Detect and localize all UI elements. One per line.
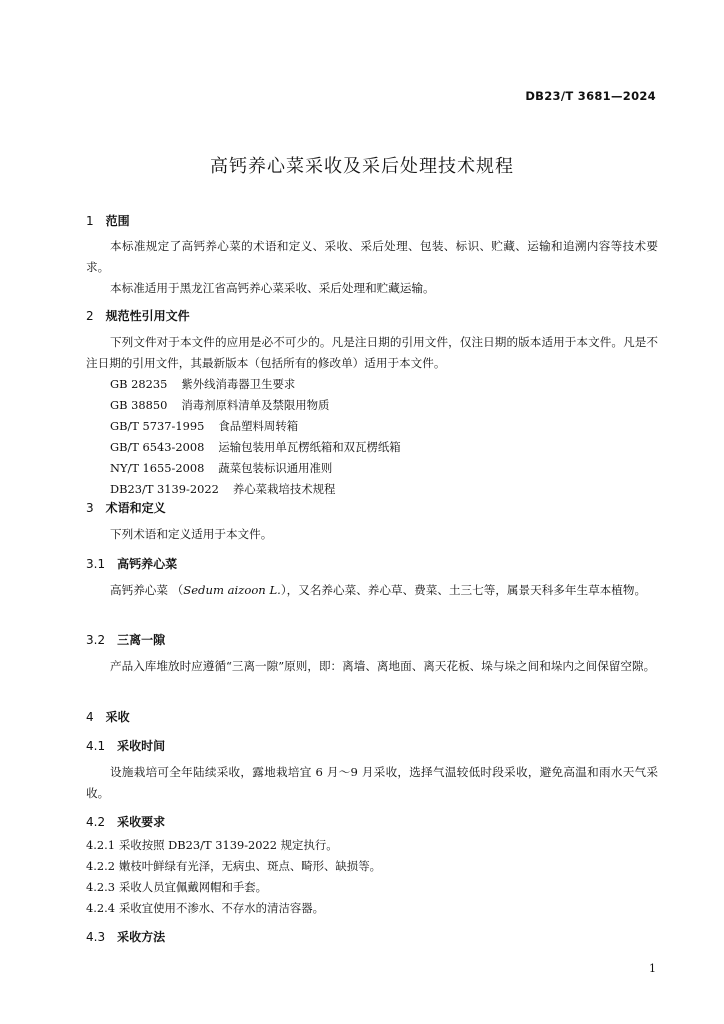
reference-code: GB/T 5737-1995: [110, 419, 205, 433]
definition-paragraph: 产品入库堆放时应遵循“三离一隙”原则，即：离墙、离地面、离天花板、垛与垛之间和垛内之间保留空隙。: [110, 659, 656, 673]
item-number: 4.2.3: [86, 880, 115, 894]
section-number: 4: [86, 710, 94, 724]
section-2-intro: 下列文件对于本文件的应用是必不可少的。凡是注日期的引用文件，仅注日期的版本适用于本文件。凡是不注日期的引用文件，其最新版本（包括所有的修改单）适用于本文件。: [86, 335, 658, 370]
reference-item: [110, 376, 295, 392]
reference-item: [110, 397, 329, 413]
item-text: 嫩枝叶鲜绿有光泽，无病虫、斑点、畸形、缺损等。: [118, 859, 381, 873]
section-2-heading: [86, 307, 190, 324]
definition-paragraph: [86, 580, 658, 601]
reference-item: [110, 481, 335, 497]
section-title: 术语和定义: [105, 501, 166, 515]
subsection-3-2-heading: [86, 631, 165, 648]
reference-item: [110, 418, 298, 434]
reference-code: NY/T 1655-2008: [110, 461, 205, 475]
reference-name: 养心菜栽培技术规程: [232, 482, 336, 496]
document-title: 高钙养心菜采收及采后处理技术规程: [210, 156, 514, 177]
page-number: 1: [649, 962, 656, 975]
section-3-intro: 下列术语和定义适用于本文件。: [110, 527, 273, 541]
subsection-number: 3.2: [86, 633, 106, 647]
section-4-heading: [86, 708, 130, 725]
requirement-item: [86, 858, 381, 874]
subsection-number: 4.3: [86, 930, 106, 944]
reference-item: [110, 460, 332, 476]
item-number: 4.2.2: [86, 859, 115, 873]
subsection-number: 4.1: [86, 739, 106, 753]
section-title: 范围: [105, 214, 130, 228]
subsection-title: 采收方法: [117, 930, 166, 944]
requirement-item: [86, 837, 338, 853]
subsection-title: 采收要求: [117, 815, 166, 829]
subsection-number: 3.1: [86, 557, 106, 571]
item-text: 采收宜使用不渗水、不存水的清洁容器。: [118, 901, 325, 915]
item-number: 4.2.1: [86, 838, 115, 852]
reference-code: GB/T 6543-2008: [110, 440, 205, 454]
section-1-paragraph-1: 本标准规定了高钙养心菜的术语和定义、采收、采后处理、包装、标识、贮藏、运输和追溯内容等技术要求。: [86, 239, 658, 274]
subsection-title: 三离一隙: [117, 633, 166, 647]
harvest-time-paragraph: 设施栽培可全年陆续采收，露地栽培宜 6 月～9 月采收，选择气温较低时段采收，避免高温和雨水天气采收。: [86, 765, 658, 800]
item-text: 采收人员宜佩戴网帽和手套。: [118, 880, 268, 894]
requirement-item: [86, 879, 267, 895]
document-code: DB23/T 3681—2024: [525, 89, 656, 103]
section-number: 2: [86, 309, 94, 323]
section-title: 规范性引用文件: [105, 309, 190, 323]
reference-code: GB 38850: [110, 398, 168, 412]
subsection-4-2-heading: [86, 813, 165, 830]
section-3-heading: [86, 499, 166, 516]
section-1-paragraph-2: 本标准适用于黑龙江省高钙养心菜采收、采后处理和贮藏运输。: [110, 281, 435, 295]
reference-name: 蔬菜包装标识通用准则: [218, 461, 333, 475]
definition-text-end: ），又名养心菜、养心草、费菜、土三七等，属景天科多年生草本植物。: [280, 583, 647, 597]
requirement-item: [86, 900, 324, 916]
subsection-4-3-heading: [86, 928, 165, 945]
reference-name: 消毒剂原料清单及禁限用物质: [181, 398, 330, 412]
definition-text-start: 高钙养心菜 （: [110, 583, 184, 597]
reference-item: [110, 439, 401, 455]
reference-name: 食品塑料周转箱: [218, 419, 299, 433]
item-number: 4.2.4: [86, 901, 115, 915]
section-number: 1: [86, 214, 94, 228]
reference-name: 运输包装用单瓦楞纸箱和双瓦楞纸箱: [218, 440, 401, 454]
reference-name: 紫外线消毒器卫生要求: [181, 377, 296, 391]
subsection-title: 采收时间: [117, 739, 166, 753]
reference-code: GB 28235: [110, 377, 168, 391]
section-1-heading: [86, 212, 130, 229]
section-number: 3: [86, 501, 94, 515]
subsection-4-1-heading: [86, 737, 165, 754]
section-title: 采收: [105, 710, 130, 724]
reference-code: DB23/T 3139-2022: [110, 482, 219, 496]
item-text: 采收按照 DB23/T 3139-2022 规定执行。: [118, 838, 338, 852]
latin-name: Sedum aizoon L.: [183, 583, 281, 597]
subsection-3-1-heading: [86, 555, 177, 572]
subsection-number: 4.2: [86, 815, 106, 829]
subsection-title: 高钙养心菜: [117, 557, 178, 571]
